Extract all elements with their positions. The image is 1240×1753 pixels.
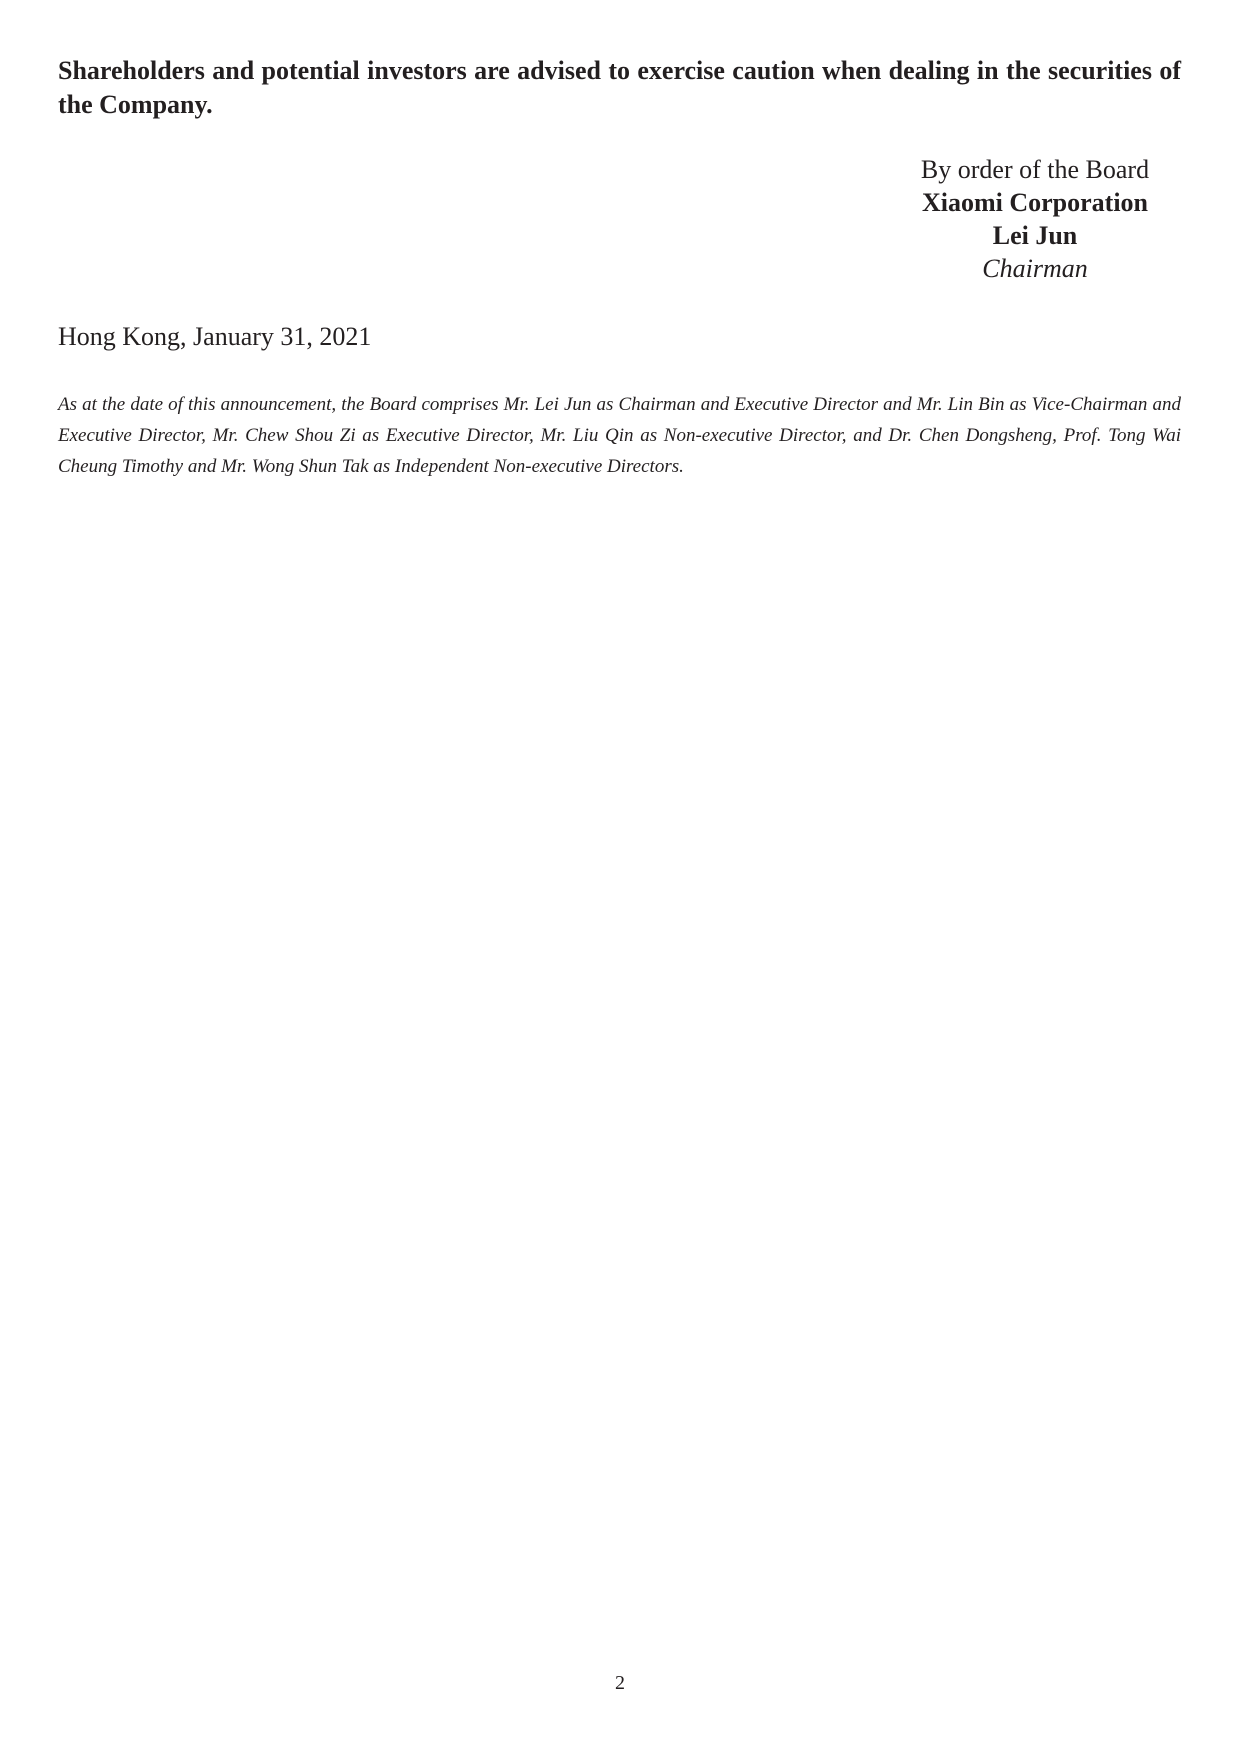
signature-company: Xiaomi Corporation: [921, 188, 1149, 217]
signature-order-line: By order of the Board: [920, 155, 1150, 184]
page-number: 2: [615, 1672, 625, 1694]
signature-title: Chairman: [982, 254, 1088, 283]
place-and-date: Hong Kong, January 31, 2021: [58, 322, 372, 351]
board-composition-note: As at the date of this announcement, the Board comprises Mr. Lei Jun as Chairman and Executive Director and Mr. Lin Bin as Vice-Chairman and Executive Director, Mr. Chew Shou Zi as Executive Director, Mr. Liu Qin as Non-executive Director, and Dr. Chen Dongsheng, Prof. Tong Wai Cheung Timothy and Mr. Wong Shun Tak as Independent Non-executive Directors.: [58, 394, 1181, 477]
signature-name: Lei Jun: [992, 221, 1078, 250]
signature-block: [880, 153, 1190, 285]
caution-statement: Shareholders and potential investors are advised to exercise caution when dealing in the securities of the Company.: [58, 56, 1181, 119]
